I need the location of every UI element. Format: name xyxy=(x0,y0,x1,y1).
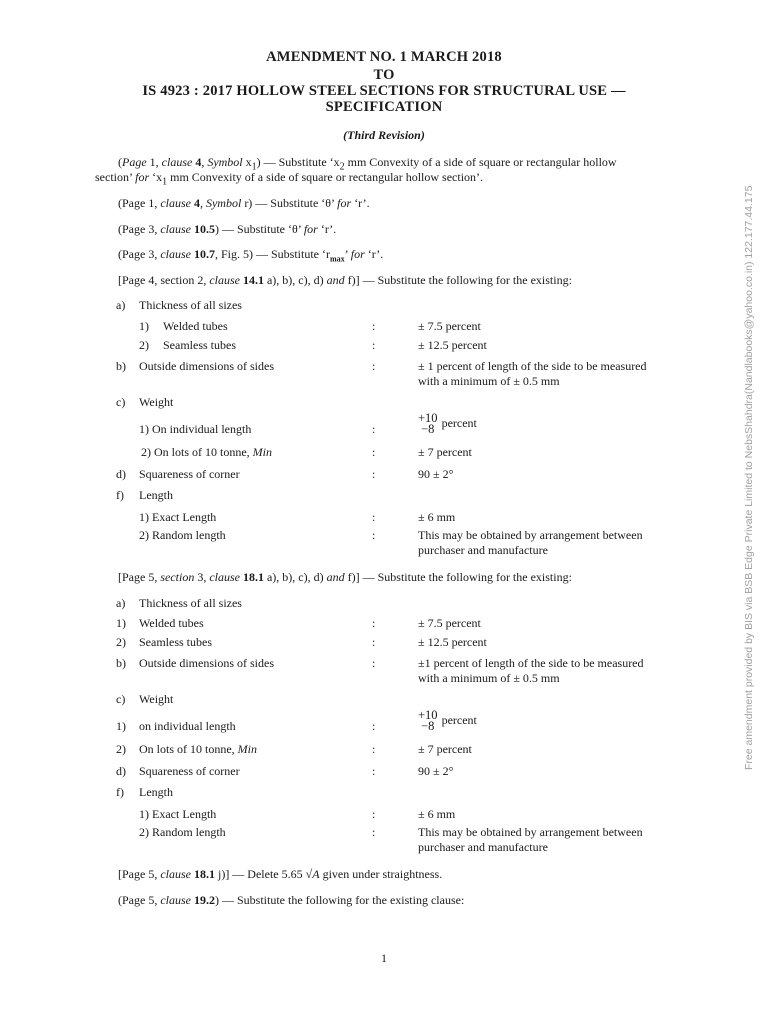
list-item: 1) Exact Length xyxy=(139,807,217,821)
list-label: a) xyxy=(116,596,126,610)
list-item: Weight xyxy=(139,692,174,706)
list-item: Thickness of all sizes xyxy=(139,298,242,312)
colon: : xyxy=(372,656,376,670)
list-value: ± 6 mm xyxy=(418,510,456,524)
list-item: On lots of 10 tonne, Min xyxy=(139,742,258,756)
list-item: Thickness of all sizes xyxy=(139,596,242,610)
list-label: 1) xyxy=(139,319,149,333)
para-clause-18-1: [Page 5, section 3, clause 18.1 a), b), c), d) and f)] — Substitute the following for the existing: xyxy=(118,570,572,584)
list-label: 2) xyxy=(116,742,126,756)
para-clause-19-2: (Page 5, clause 19.2) — Substitute the following for the existing clause: xyxy=(118,893,465,907)
list-value: ± 7.5 percent xyxy=(418,319,481,333)
list-label: 2) xyxy=(116,635,126,649)
tolerance-fraction: +10 −8 percent xyxy=(418,411,477,436)
list-label: f) xyxy=(116,488,124,502)
title-to: TO xyxy=(373,67,395,83)
revision-note: (Third Revision) xyxy=(343,128,425,142)
colon: : xyxy=(372,764,376,778)
list-item: Seamless tubes xyxy=(163,338,236,352)
colon: : xyxy=(372,742,376,756)
list-value: ± 7 percent xyxy=(418,742,472,756)
para-clause-10-5: (Page 3, clause 10.5) — Substitute ‘θ’ for ‘r’. xyxy=(118,222,337,236)
para-clause-4-symbol-r: (Page 1, clause 4, Symbol r) — Substitute ‘θ’ for ‘r’. xyxy=(118,196,370,210)
colon: : xyxy=(372,635,376,649)
para-clause-4-symbol-x1: (Page 1, clause 4, Symbol $x_1$) — Substitute ‘$x_2$ mm Convexity of a side of square or rectangular hollow xyxy=(118,155,617,173)
list-value: ± 7 percent xyxy=(418,445,472,459)
list-label: c) xyxy=(116,692,126,706)
colon: : xyxy=(372,616,376,630)
list-item: 2) On lots of 10 tonne, Min xyxy=(141,445,272,459)
list-item: Outside dimensions of sides xyxy=(139,656,274,670)
list-value: with a minimum of ± 0.5 mm xyxy=(418,374,560,388)
list-value: ± 12.5 percent xyxy=(418,635,487,649)
list-value: purchaser and manufacture xyxy=(418,840,548,854)
colon: : xyxy=(372,719,376,733)
list-label: 1) xyxy=(116,719,126,733)
colon: : xyxy=(372,807,376,821)
colon: : xyxy=(372,319,376,333)
list-value: This may be obtained by arrangement between xyxy=(418,528,643,542)
list-label: b) xyxy=(116,359,126,373)
list-value: 90 ± 2° xyxy=(418,764,454,778)
list-label: d) xyxy=(116,764,126,778)
list-value: ± 1 percent of length of the side to be measured xyxy=(418,359,647,373)
list-value: purchaser and manufacture xyxy=(418,543,548,557)
list-label: f) xyxy=(116,785,124,799)
side-watermark: Free amendment provided by BIS via BSB Edge Private Limited to NebsShahdra(Nandlabooks@yahoo.co.in) 122.177.44.175 xyxy=(743,185,755,770)
amendment-title: AMENDMENT NO. 1 MARCH 2018 xyxy=(266,49,502,65)
list-value: with a minimum of ± 0.5 mm xyxy=(418,671,560,685)
standard-title-cont: SPECIFICATION xyxy=(325,99,443,115)
list-item: Welded tubes xyxy=(163,319,228,333)
list-value: ± 6 mm xyxy=(418,807,456,821)
page-number: 1 xyxy=(381,951,387,965)
list-value: ± 12.5 percent xyxy=(418,338,487,352)
list-item: 2) Random length xyxy=(139,825,226,839)
para-clause-14-1: [Page 4, section 2, clause 14.1 a), b), c), d) and f)] — Substitute the following for the existing: xyxy=(118,273,572,287)
list-item: 2) Random length xyxy=(139,528,226,542)
colon: : xyxy=(372,338,376,352)
list-label: a) xyxy=(116,298,126,312)
colon: : xyxy=(372,510,376,524)
list-item: 1) On individual length xyxy=(139,422,252,436)
list-label: c) xyxy=(116,395,126,409)
list-item: Welded tubes xyxy=(139,616,204,630)
list-item: Length xyxy=(139,488,173,502)
list-item: Squareness of corner xyxy=(139,467,240,481)
colon: : xyxy=(372,528,376,542)
list-value: This may be obtained by arrangement between xyxy=(418,825,643,839)
list-item: on individual length xyxy=(139,719,236,733)
colon: : xyxy=(372,825,376,839)
list-value: 90 ± 2° xyxy=(418,467,454,481)
list-label: 2) xyxy=(139,338,149,352)
list-item: Seamless tubes xyxy=(139,635,212,649)
list-label: b) xyxy=(116,656,126,670)
list-item: Weight xyxy=(139,395,174,409)
list-value: ± 7.5 percent xyxy=(418,616,481,630)
colon: : xyxy=(372,359,376,373)
list-item: Outside dimensions of sides xyxy=(139,359,274,373)
para-clause-10-7: (Page 3, clause 10.7, Fig. 5) — Substitute ‘$r_{max}$’ for ‘r’. xyxy=(118,247,384,264)
list-label: 1) xyxy=(116,616,126,630)
para-clause-18-1-j: [Page 5, clause 18.1 j)] — Delete 5.65 √A given under straightness. xyxy=(118,867,443,881)
colon: : xyxy=(372,422,376,436)
tolerance-fraction: +10 −8 percent xyxy=(418,708,477,733)
standard-title: IS 4923 : 2017 HOLLOW STEEL SECTIONS FOR STRUCTURAL USE — xyxy=(142,83,626,99)
list-label: d) xyxy=(116,467,126,481)
para-clause-4-symbol-x1-cont: section’ for ‘$x_1$ mm Convexity of a side of square or rectangular hollow section’. xyxy=(95,170,484,188)
colon: : xyxy=(372,467,376,481)
list-value: ±1 percent of length of the side to be measured xyxy=(418,656,644,670)
list-item: Squareness of corner xyxy=(139,764,240,778)
list-item: 1) Exact Length xyxy=(139,510,217,524)
list-item: Length xyxy=(139,785,173,799)
colon: : xyxy=(372,445,376,459)
